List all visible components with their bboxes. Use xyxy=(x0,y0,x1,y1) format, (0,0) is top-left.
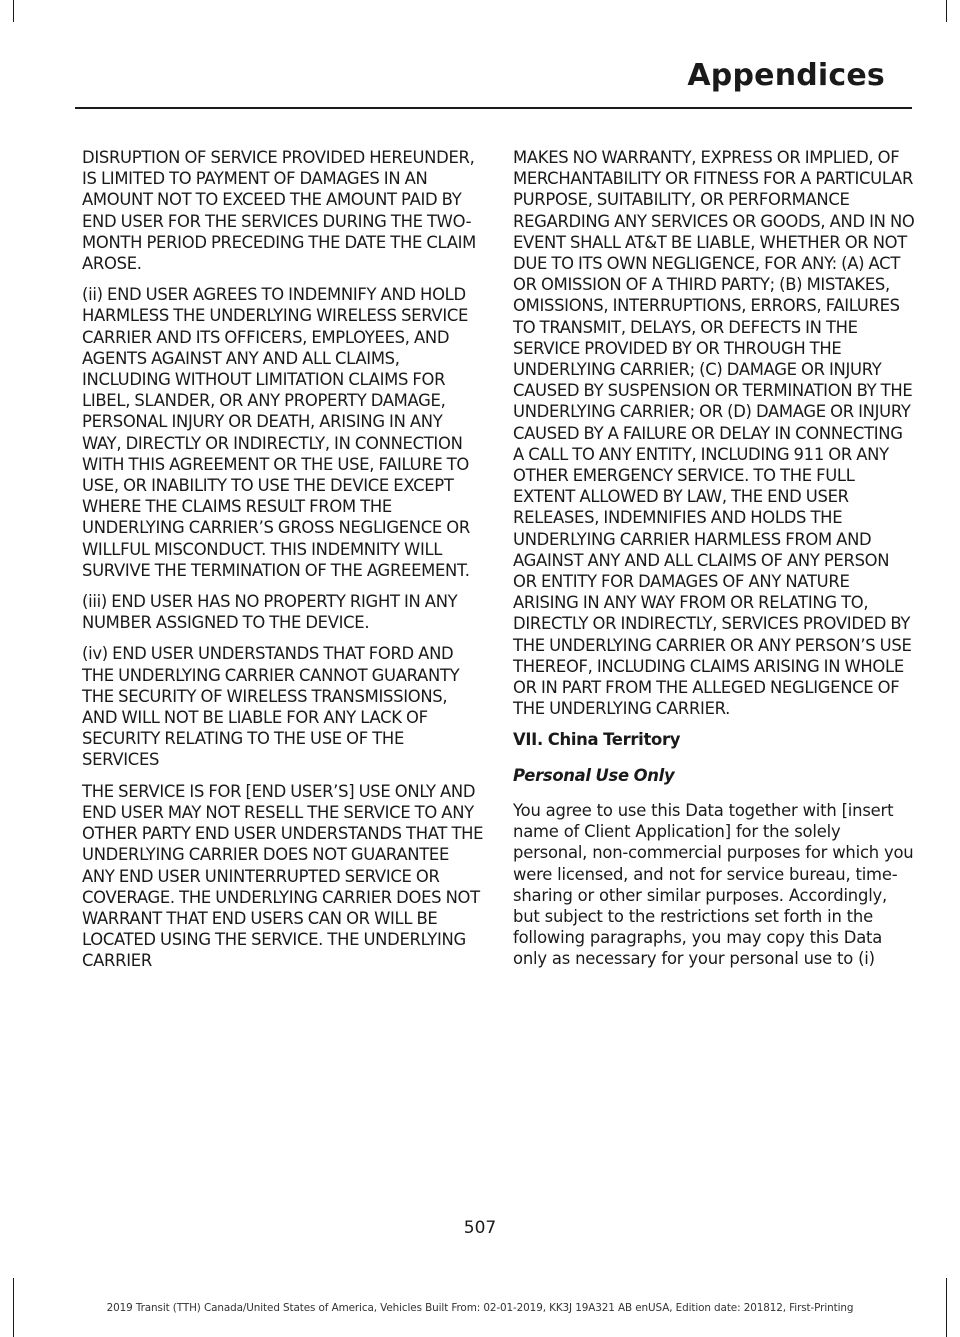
crop-mark-top-right xyxy=(946,0,947,22)
paragraph: (iii) END USER HAS NO PROPERTY RIGHT IN ANY NUMBER ASSIGNED TO THE DEVICE. xyxy=(82,592,458,633)
paragraph: (ii) END USER AGREES TO INDEMNIFY AND HOLD HARMLESS THE UNDERLYING WIRELESS SERVICE CARRIER AND ITS OFFICERS, EMPLOYEES, AND AGENTS AGAINST ANY AND ALL CLAIMS, INCLUDING WITHOUT LIMITATION CLAIMS FOR LIBEL, SLANDER, OR ANY PROPERTY DAMAGE, PERSONAL INJURY OR DEATH, ARISING IN ANY WAY, DIRECTLY OR INDIRECTLY, IN CONNECTION WITH THIS AGREEMENT OR THE USE, FAILURE TO USE, OR INABILITY TO USE THE DEVICE EXCEPT WHERE THE CLAIMS RESULT FROM THE UNDERLYING CARRIER’S GROSS NEGLIGENCE OR WILLFUL MISCONDUCT. THIS INDEMNITY WILL SURVIVE THE TERMINATION OF THE AGREEMENT. xyxy=(82,285,470,580)
footer-text: 2019 Transit (TTH) Canada/United States of America, Vehicles Built From: 02-01-2019, KK3J 19A321 AB enUSA, Edition date: 201812, First-Printing xyxy=(106,1302,854,1314)
paragraph: THE SERVICE IS FOR [END USER’S] USE ONLY AND END USER MAY NOT RESELL THE SERVICE TO ANY OTHER PARTY END USER UNDERSTANDS THAT THE UNDERLYING CARRIER DOES NOT GUARANTEE ANY END USER UNINTERRUPTED SERVICE OR COVERAGE. THE UNDERLYING CARRIER DOES NOT WARRANT THAT END USERS CAN OR WILL BE LOCATED USING THE SERVICE. THE UNDERLYING CARRIER xyxy=(82,781,484,971)
subsection-heading: Personal Use Only xyxy=(513,765,675,785)
page-number: 507 xyxy=(463,1218,497,1238)
right-column xyxy=(513,147,915,980)
paragraph: DISRUPTION OF SERVICE PROVIDED HEREUNDER, IS LIMITED TO PAYMENT OF DAMAGES IN AN AMOUNT NOT TO EXCEED THE AMOUNT PAID BY END USER FOR THE SERVICES DURING THE TWO-MONTH PERIOD PRECEDING THE DATE THE CLAIM AROSE. xyxy=(82,148,477,274)
section-title: Appendices xyxy=(687,58,885,93)
left-column xyxy=(82,147,484,982)
header-divider xyxy=(75,107,912,109)
paragraph: (iv) END USER UNDERSTANDS THAT FORD AND THE UNDERLYING CARRIER CANNOT GUARANTY THE SECURITY OF WIRELESS TRANSMISSIONS, AND WILL NOT BE LIABLE FOR ANY LACK OF SECURITY RELATING TO THE USE OF THE SERVICES xyxy=(82,644,460,770)
paragraph: MAKES NO WARRANTY, EXPRESS OR IMPLIED, OF MERCHANTABILITY OR FITNESS FOR A PARTICULAR PURPOSE, SUITABILITY, OR PERFORMANCE REGARDING ANY SERVICES OR GOODS, AND IN NO EVENT SHALL AT&T BE LIABLE, WHETHER OR NOT DUE TO ITS OWN NEGLIGENCE, FOR ANY: (A) ACT OR OMISSION OF A THIRD PARTY; (B) MISTAKES, OMISSIONS, INTERRUPTIONS, ERRORS, FAILURES TO TRANSMIT, DELAYS, OR DEFECTS IN THE SERVICE PROVIDED BY OR THROUGH THE UNDERLYING CARRIER; (C) DAMAGE OR INJURY CAUSED BY SUSPENSION OR TERMINATION BY THE UNDERLYING CARRIER; OR (D) DAMAGE OR INJURY CAUSED BY A FAILURE OR DELAY IN CONNECTING A CALL TO ANY ENTITY, INCLUDING 911 OR ANY OTHER EMERGENCY SERVICE. TO THE FULL EXTENT ALLOWED BY LAW, THE END USER RELEASES, INDEMNIFIES AND HOLDS THE UNDERLYING CARRIER HARMLESS FROM AND AGAINST ANY AND ALL CLAIMS OF ANY PERSON OR ENTITY FOR DAMAGES OF ANY NATURE ARISING IN ANY WAY FROM OR RELATING TO, DIRECTLY OR INDIRECTLY, SERVICES PROVIDED BY THE UNDERLYING CARRIER OR ANY PERSON’S USE THEREOF, INCLUDING CLAIMS ARISING IN WHOLE OR IN PART FROM THE ALLEGED NEGLIGENCE OF THE UNDERLYING CARRIER. xyxy=(513,148,915,719)
crop-mark-top-left xyxy=(13,0,14,22)
section-heading: VII. China Territory xyxy=(513,730,681,750)
paragraph: You agree to use this Data together with [insert name of Client Application] for the solely personal, non-commercial purposes for which you were licensed, and not for service bureau, time-sharing or other similar purposes. Accordingly, but subject to the restrictions set forth in the following paragraphs, you may copy this Data only as necessary for your personal use to (i) xyxy=(513,800,914,969)
